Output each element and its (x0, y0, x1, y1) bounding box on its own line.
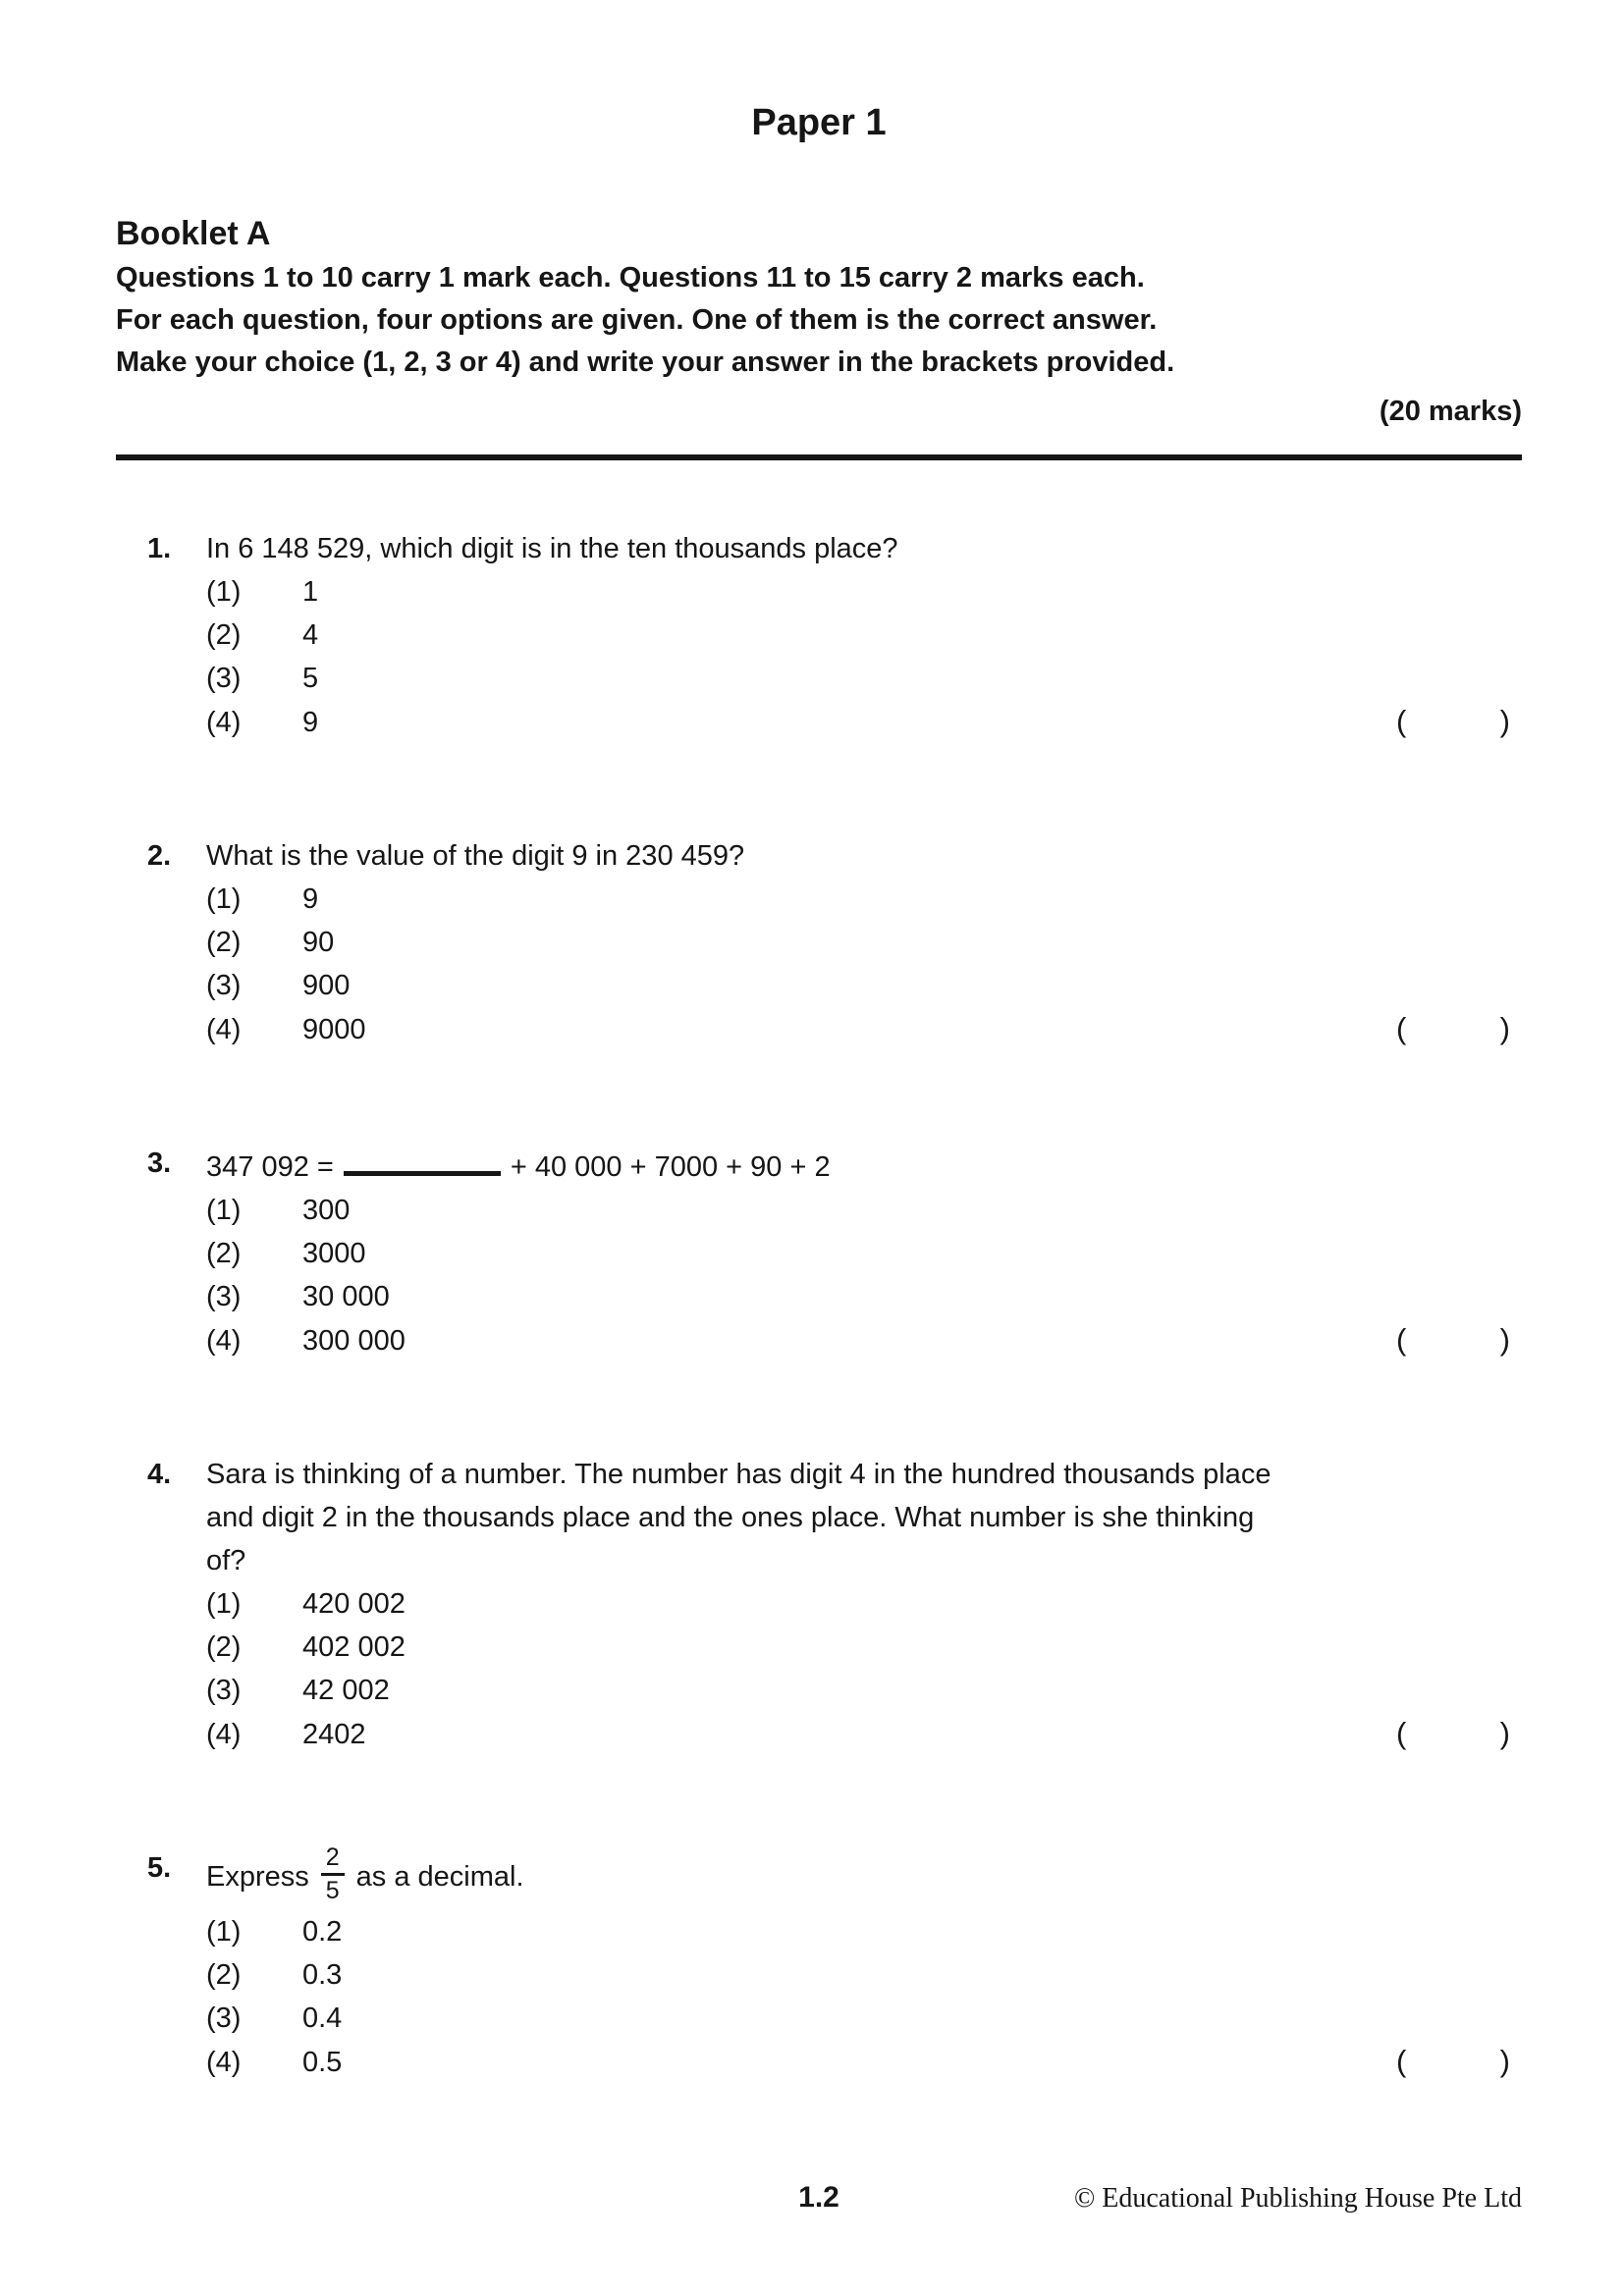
option-row (206, 657, 1522, 700)
answer-bracket-close: ) (1499, 704, 1510, 738)
option-row (206, 1232, 1522, 1275)
option-label: (3) (206, 1675, 242, 1706)
option-row (206, 1712, 1522, 1756)
instruction-line-3: Make your choice (1, 2, 3 or 4) and write your answer in the brackets provided. (116, 347, 1175, 378)
question-text: What is the value of the digit 9 in 230 459? (206, 840, 745, 872)
option-value: 0.2 (302, 1916, 343, 1948)
option-row (206, 964, 1522, 1007)
option-row (206, 1189, 1522, 1232)
option-label: (1) (206, 1195, 242, 1226)
option-label: (4) (206, 707, 242, 738)
option-value: 0.5 (302, 2047, 343, 2078)
option-value: 9000 (302, 1014, 366, 1045)
answer-brackets (1396, 700, 1510, 743)
option-row (206, 921, 1522, 964)
option-row (206, 1910, 1522, 1953)
option-row (206, 614, 1522, 657)
question-body (206, 1453, 1522, 1756)
question-body (206, 834, 1522, 1051)
instruction-line-1: Questions 1 to 10 carry 1 mark each. Questions 11 to 15 carry 2 marks each. (116, 262, 1145, 294)
question-body (206, 1142, 1522, 1362)
question-text (206, 1843, 1522, 1910)
option-label: (3) (206, 663, 242, 694)
answer-brackets (1396, 1318, 1510, 1362)
marks-total: (20 marks) (1379, 396, 1522, 427)
option-row (206, 1669, 1522, 1712)
option-value: 0.4 (302, 2002, 343, 2034)
answer-brackets (1396, 2040, 1510, 2083)
option-row (206, 878, 1522, 921)
option-value: 402 002 (302, 1631, 406, 1663)
answer-bracket-open: ( (1396, 1716, 1407, 1750)
answer-bracket-open: ( (1396, 704, 1407, 738)
option-row (206, 1582, 1522, 1626)
option-label: (4) (206, 1014, 242, 1045)
fraction-denominator: 5 (321, 1873, 345, 1906)
option-value: 9 (302, 707, 319, 738)
question (147, 1142, 1522, 1362)
questions-list (116, 527, 1522, 2084)
option-value: 300 000 (302, 1325, 406, 1357)
option-value: 42 002 (302, 1675, 390, 1706)
question-prompt-before: Express (206, 1861, 309, 1894)
option-label: (2) (206, 927, 242, 958)
page-title: Paper 1 (751, 102, 887, 143)
option-label: (1) (206, 576, 242, 608)
option-label: (4) (206, 1325, 242, 1357)
question (147, 834, 1522, 1051)
option-value: 900 (302, 970, 351, 1001)
option-label: (4) (206, 2047, 242, 2078)
option-value: 4 (302, 619, 319, 651)
question-number: 4. (147, 1459, 172, 1490)
option-row (206, 1997, 1522, 2040)
option-value: 0.3 (302, 1959, 343, 1991)
answer-brackets (1396, 1712, 1510, 1755)
option-row (206, 1318, 1522, 1362)
question (147, 1843, 1522, 2084)
option-value: 300 (302, 1195, 351, 1226)
question-body (206, 527, 1522, 744)
option-label: (3) (206, 970, 242, 1001)
option-value: 9 (302, 883, 319, 915)
question-number: 2. (147, 840, 172, 872)
question-text: In 6 148 529, which digit is in the ten thousands place? (206, 533, 898, 564)
footer-page-number: 1.2 (798, 2181, 839, 2214)
answer-brackets (1396, 1007, 1510, 1050)
answer-bracket-open: ( (1396, 1322, 1407, 1357)
option-value: 3000 (302, 1238, 366, 1269)
question-text: and digit 2 in the thousands place and the ones place. What number is she thinking (206, 1502, 1255, 1533)
option-value: 2402 (302, 1719, 366, 1750)
booklet-heading: Booklet A (116, 215, 271, 252)
option-label: (2) (206, 619, 242, 651)
question (147, 1453, 1522, 1756)
option-row (206, 700, 1522, 744)
option-value: 90 (302, 927, 335, 958)
answer-bracket-close: ) (1499, 1716, 1510, 1750)
option-value: 1 (302, 576, 319, 608)
option-label: (3) (206, 1281, 242, 1312)
answer-bracket-close: ) (1499, 1011, 1510, 1045)
answer-bracket-close: ) (1499, 1322, 1510, 1357)
answer-blank-line (344, 1142, 501, 1176)
option-value: 420 002 (302, 1588, 406, 1620)
question (147, 527, 1522, 744)
question-text: of? (206, 1545, 246, 1576)
footer-copyright: © Educational Publishing House Pte Ltd (1073, 2183, 1522, 2214)
fraction (321, 1842, 345, 1906)
answer-bracket-open: ( (1396, 1011, 1407, 1045)
option-value: 5 (302, 663, 319, 694)
question-body (206, 1843, 1522, 2084)
question-prompt-after: + 40 000 + 7000 + 90 + 2 (510, 1151, 831, 1183)
option-label: (2) (206, 1631, 242, 1663)
question-number: 1. (147, 533, 172, 564)
page-footer (116, 2181, 1522, 2224)
section-divider (116, 454, 1522, 460)
question-text (206, 1142, 1522, 1189)
option-label: (1) (206, 1588, 242, 1620)
question-number: 5. (147, 1852, 172, 1884)
option-label: (4) (206, 1719, 242, 1750)
question-text: Sara is thinking of a number. The number has digit 4 in the hundred thousands place (206, 1459, 1272, 1490)
option-label: (3) (206, 2002, 242, 2034)
answer-bracket-open: ( (1396, 2044, 1407, 2078)
question-prompt-before: 347 092 = (206, 1151, 334, 1183)
option-row (206, 570, 1522, 614)
option-row (206, 1275, 1522, 1318)
option-label: (1) (206, 883, 242, 915)
fraction-numerator: 2 (325, 1843, 340, 1871)
question-prompt-after: as a decimal. (355, 1861, 524, 1894)
option-label: (1) (206, 1916, 242, 1948)
option-label: (2) (206, 1959, 242, 1991)
option-row (206, 1953, 1522, 1997)
option-value: 30 000 (302, 1281, 390, 1312)
question-number: 3. (147, 1148, 172, 1179)
instruction-line-2: For each question, four options are given. One of them is the correct answer. (116, 304, 1158, 336)
option-row (206, 1626, 1522, 1669)
option-row (206, 1007, 1522, 1051)
option-row (206, 2040, 1522, 2084)
answer-bracket-close: ) (1499, 2044, 1510, 2078)
option-label: (2) (206, 1238, 242, 1269)
